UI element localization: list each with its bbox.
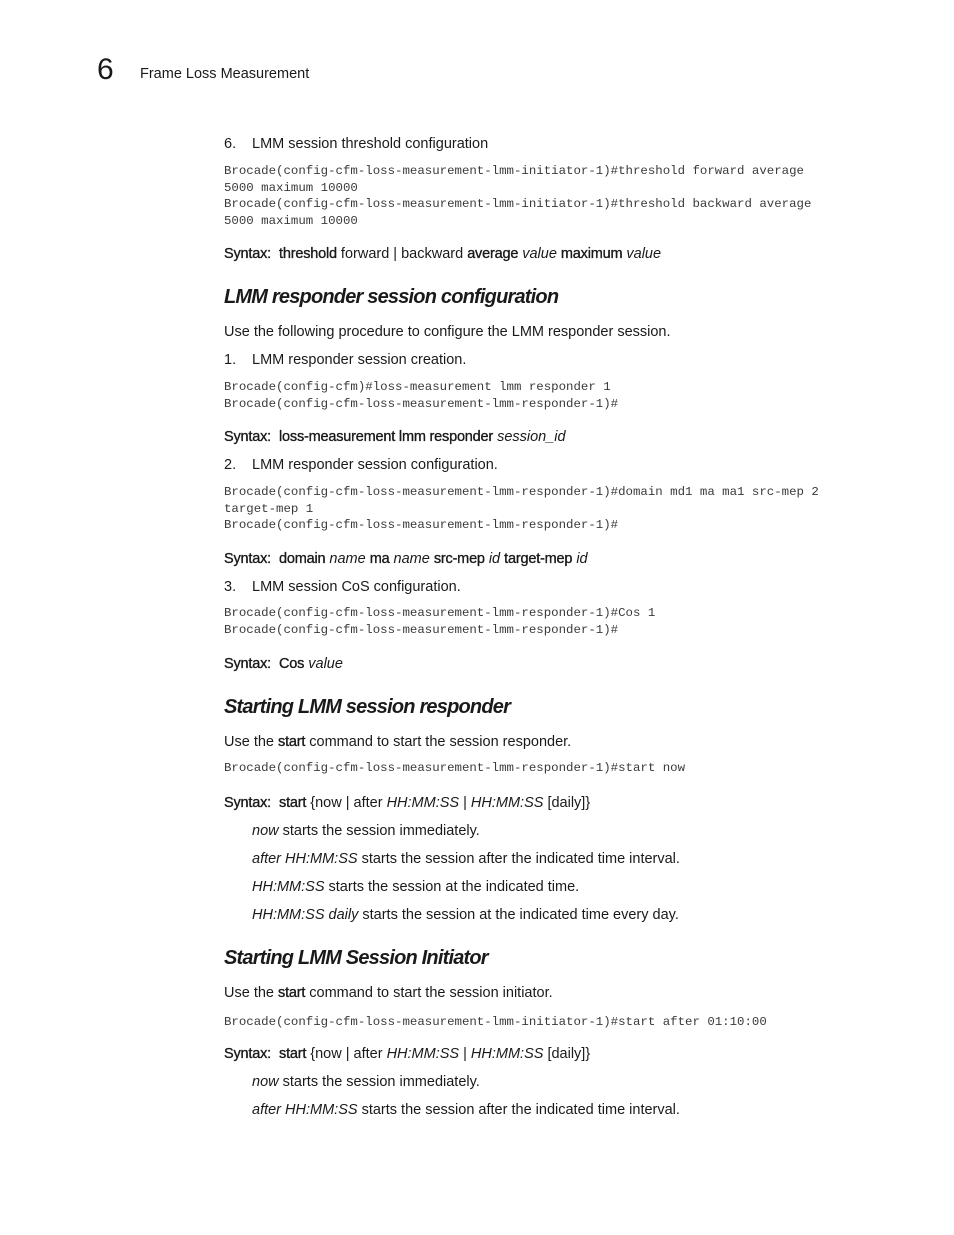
code-line: Brocade(config-cfm-loss-measurement-lmm-responder-1)# [224, 396, 619, 411]
step-text: LMM responder session configuration. [252, 457, 498, 473]
param-note [252, 906, 679, 924]
syntax-loss-measurement [224, 428, 566, 446]
step-number: 2. [224, 457, 237, 473]
chapter-title: Frame Loss Measurement [140, 66, 310, 82]
syntax-variable: value [308, 656, 343, 672]
syntax-param: [daily]} [547, 1046, 591, 1062]
step-number: 3. [224, 579, 237, 595]
syntax-variable: id [576, 551, 588, 567]
param-term: HH:MM:SS [252, 879, 325, 895]
code-block-responder-create [224, 379, 618, 412]
step-3 [224, 578, 461, 596]
syntax-cos [224, 655, 343, 673]
syntax-variable: session_id [497, 429, 566, 445]
step-number: 1. [224, 352, 237, 368]
param-desc: starts the session immediately. [282, 823, 480, 839]
syntax-label: Syntax: [224, 656, 271, 672]
syntax-keyword: target-mep [504, 551, 573, 567]
param-term: after HH:MM:SS [252, 851, 358, 867]
param-desc: starts the session at the indicated time every day. [362, 907, 679, 923]
param-note [252, 850, 680, 868]
param-note [252, 822, 480, 840]
param-desc: starts the session immediately. [282, 1074, 480, 1090]
code-line: Brocade(config-cfm-loss-measurement-lmm-initiator-1)#threshold forward average [224, 164, 804, 178]
intro-text: command to start the session responder. [309, 734, 572, 750]
param-note [252, 1073, 480, 1091]
syntax-command: loss-measurement lmm responder [279, 429, 494, 445]
syntax-start-responder [224, 794, 590, 812]
code-line: Brocade(config-cfm-loss-measurement-lmm-responder-1)# [224, 518, 619, 532]
syntax-variable: value [522, 246, 557, 262]
syntax-variable: HH:MM:SS [470, 1046, 544, 1062]
section-heading-responder-config: LMM responder session configuration [224, 286, 559, 308]
syntax-param: | [463, 1046, 467, 1062]
syntax-keyword: domain [279, 551, 326, 567]
syntax-threshold [224, 245, 661, 263]
intro-text: Use the [224, 734, 274, 750]
syntax-param: [daily]} [547, 795, 591, 811]
start-initiator-intro [224, 984, 553, 1002]
step-number: 6. [224, 136, 237, 152]
syntax-param: {now | after [310, 1046, 383, 1062]
intro-command: start [278, 985, 306, 1001]
syntax-domain [224, 550, 588, 568]
step-text: LMM session CoS configuration. [252, 579, 461, 595]
syntax-variable: HH:MM:SS [386, 795, 460, 811]
section-heading-start-responder: Starting LMM session responder [224, 696, 511, 718]
code-start-initiator: Brocade(config-cfm-loss-measurement-lmm-initiator-1)#start after 01:10:00 [224, 1015, 767, 1029]
syntax-variable: id [488, 551, 501, 567]
step-2 [224, 456, 498, 474]
code-line: target-mep 1 [224, 501, 314, 516]
intro-text: command to start the session initiator. [309, 985, 553, 1001]
start-responder-intro [224, 733, 571, 751]
syntax-label: Syntax: [224, 429, 271, 445]
syntax-param: | [463, 795, 467, 811]
syntax-variable: HH:MM:SS [470, 795, 544, 811]
syntax-keyword: average [467, 246, 519, 262]
syntax-command: start [279, 795, 307, 811]
syntax-label: Syntax: [224, 1046, 271, 1062]
syntax-keyword: maximum [560, 246, 623, 262]
step-text: LMM responder session creation. [252, 352, 467, 368]
syntax-variable: name [329, 551, 366, 567]
code-line: Brocade(config-cfm-loss-measurement-lmm-responder-1)#Cos 1 [224, 606, 656, 620]
param-term: HH:MM:SS daily [252, 907, 359, 923]
syntax-variable: HH:MM:SS [386, 1046, 460, 1062]
code-start-responder: Brocade(config-cfm-loss-measurement-lmm-responder-1)#start now [224, 761, 686, 775]
param-note [252, 1101, 680, 1119]
section-heading-start-initiator: Starting LMM Session Initiator [224, 947, 488, 969]
syntax-command: threshold [279, 246, 337, 262]
code-block-responder-config [224, 484, 819, 534]
syntax-label: Syntax: [224, 551, 271, 567]
responder-intro: Use the following procedure to configure the LMM responder session. [224, 324, 671, 340]
param-term: after HH:MM:SS [252, 1102, 358, 1118]
code-line: Brocade(config-cfm-loss-measurement-lmm-initiator-1)#threshold backward average [224, 197, 812, 211]
step-1 [224, 351, 466, 369]
syntax-keyword: ma [369, 551, 390, 567]
step-text: LMM session threshold configuration [252, 136, 489, 152]
code-line: 5000 maximum 10000 [224, 180, 358, 195]
syntax-command: Cos [279, 656, 305, 672]
syntax-label: Syntax: [224, 246, 271, 262]
chapter-number: 6 [97, 53, 114, 86]
syntax-param: forward | backward [340, 246, 464, 262]
intro-text: Use the [224, 985, 274, 1001]
code-block-cos [224, 605, 655, 638]
param-desc: starts the session after the indicated time interval. [361, 851, 680, 867]
syntax-command: start [279, 1046, 307, 1062]
code-line: Brocade(config-cfm)#loss-measurement lmm responder 1 [224, 380, 611, 394]
step-6 [224, 135, 488, 153]
code-block-threshold [224, 163, 811, 229]
param-note [252, 878, 579, 896]
syntax-start-initiator [224, 1045, 590, 1063]
param-term: now [252, 823, 279, 839]
syntax-param: {now | after [310, 795, 383, 811]
code-line: Brocade(config-cfm-loss-measurement-lmm-responder-1)# [224, 622, 619, 637]
intro-command: start [278, 734, 306, 750]
code-line: 5000 maximum 10000 [224, 213, 358, 228]
syntax-label: Syntax: [224, 795, 271, 811]
param-desc: starts the session after the indicated time interval. [361, 1102, 680, 1118]
code-line: Brocade(config-cfm-loss-measurement-lmm-responder-1)#domain md1 ma ma1 src-mep 2 [224, 485, 819, 499]
syntax-variable: name [393, 551, 430, 567]
syntax-keyword: src-mep [433, 551, 485, 567]
syntax-variable: value [626, 246, 662, 262]
param-desc: starts the session at the indicated time. [328, 879, 580, 895]
param-term: now [252, 1074, 279, 1090]
